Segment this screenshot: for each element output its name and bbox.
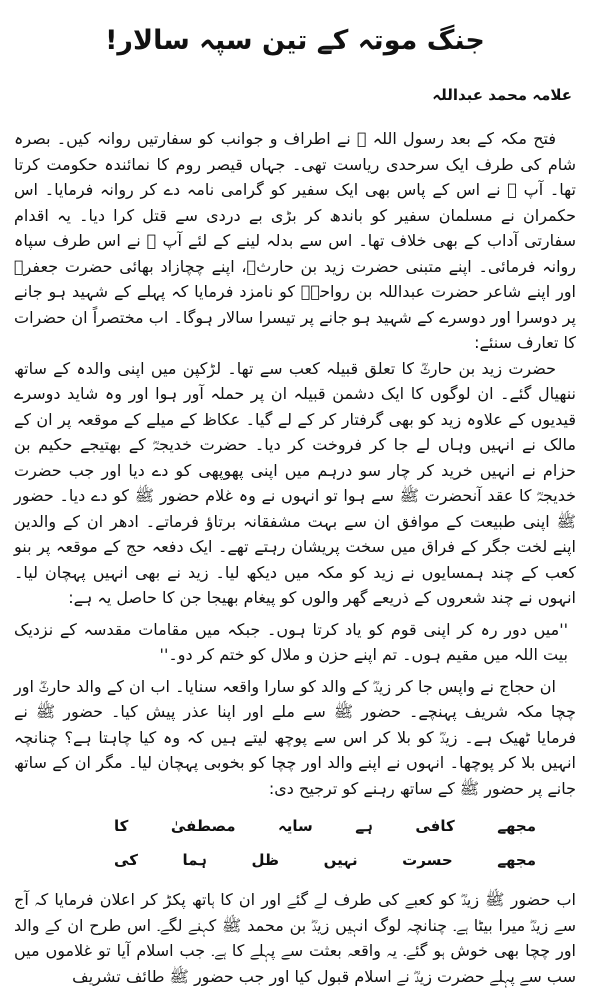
poem-verses [14, 809, 576, 877]
verse-line [14, 809, 576, 843]
paragraph: ان حجاج نے واپس جا کر زیدؓ کے والد کو سارا واقعہ سنایا۔ اب ان کے والد حارثؓ اور چچا مکہ شریف پہنچے۔ حضور ﷺ سے ملے اور اپنا عذر پیش کیا۔ حضور ﷺ نے فرمایا ٹھیک ہے۔ زیدؓ کو بلا کر اس سے پوچھ لیتے ہیں کہ وہ کیا چاہتا ہے؟ چنانچہ انہیں بلا کر پوچھا۔ انہوں نے اپنے والد اور چچا کو بخوبی پہچان لیا۔ مگر ان کے ساتھ جانے پر حضور ﷺ کے ساتھ رہنے کو ترجیح دی: [14, 676, 576, 798]
author-name: علامہ محمد عبداللہ [432, 86, 572, 104]
paragraph: حضرت زید بن حارثؓ کا تعلق قبیلہ کعب سے تھا۔ لڑکپن میں اپنی والدہ کے ساتھ ننھیال گئے۔ ان لوگوں کا ایک دشمن قبیلہ ان پر حملہ آور ہوا اور وہ شاید دوسرے قیدیوں کے علاوہ زید کو بھی گرفتار کر کے لے گیا۔ عکاظ کے میلے کے موقعہ پر ان کے مالک نے انہیں وہاں لے جا کر فروخت کر دیا۔ حضرت خدیجہؓ کے بھتیجے حکیم بن حزام نے انہیں خرید کر چار سو درہم میں اپنی پھوپھی کو دے دیا اور جب حضرت خدیجہؓ کا عقد آنحضرت ﷺ سے ہوا تو انہوں نے وہ غلام حضور ﷺ کو دے دیا۔ حضور ﷺ اپنی طبیعت کے موافق ان سے بہت مشفقانہ برتاؤ فرماتے۔ ادھر ان کے والدین اپنے لخت جگر کے فراق میں سخت پریشان رہتے تھے۔ ایک دفعہ حج کے موقعہ پر بنو کعب کے چند ہمسایوں نے زید کو مکہ میں دیکھ لیا۔ زید نے بھی انہیں پہچان لیا۔ انہوں نے چند شعروں کے ذریعے گھر والوں کو پیغام بھیجا جن کا حاصل یہ ہے: [14, 358, 576, 607]
verse-word: سایہ [278, 817, 313, 835]
verse-word: حسرت [402, 851, 453, 869]
paragraph: اب حضور ﷺ زیدؓ کو کعبے کی طرف لے گئے اور ان کا ہاتھ پکڑ کر اعلان فرمایا کہ آج سے زیدؓ میرا بیٹا ہے۔ چنانچہ لوگ انہیں زیدؓ بن محمد ﷺ کہنے لگے۔ اس طرح ان کے والد اور چچا بھی خوش ہو گئے۔ یہ واقعہ بعثت سے پہلے کا ہے۔ جب اسلام آیا تو غلاموں میں سب سے پہلے حضرت زیدؓ نے اسلام قبول کیا اور جب حضور ﷺ طائف تشریف [14, 890, 576, 986]
verse-word: کا [114, 817, 129, 835]
verse-word: نہیں [323, 851, 358, 869]
verse-word: مجھے [497, 851, 536, 869]
verse-line [14, 843, 576, 877]
article-body [14, 126, 576, 989]
paragraph: فتح مکہ کے بعد رسول اللہ ﷺ نے اطراف و جوانب کو سفارتیں روانہ کیں۔ بصرہ شام کی طرف ایک سرحدی ریاست تھی۔ جہاں قیصر روم کا نمائندہ حکومت کرتا تھا۔ آپ ﷺ نے اس کے پاس بھی ایک سفیر کو گرامی نامہ دے کر روانہ فرمایا۔ اس حکمران نے مسلمان سفیر کو باندھ کر بڑی بے دردی سے قتل کرا دیا۔ یہ اقدام سفارتی آداب کے بھی خلاف تھا۔ اس سے بدلہ لینے کے لئے آپ ﷺ نے اس طرف سپاہ روانہ فرمائی۔ اپنے متبنی حضرت زید بن حارثؓ، اپنے چچازاد بھائی حضرت جعفرؓ اور اپنے شاعر حضرت عبداللہ بن رواحہؓ کو نامزد فرمایا کہ پہلے کے شہید ہو جانے پر دوسرا اور دوسرے کے شہید ہو جانے پر تیسرا سالار ہوگا۔ اب مختصراً ان حضرات کا تعارف سنئے: [14, 129, 576, 352]
verse-word: ہما [182, 851, 207, 869]
verse-word: ظل [251, 851, 280, 869]
verse-word: کی [114, 851, 138, 869]
verse-word: کافی [415, 817, 455, 835]
verse-word: مصطفیٰ [170, 817, 236, 835]
verse-word: ہے [355, 817, 373, 835]
verse-word: مجھے [497, 817, 536, 835]
article-title: جنگ موتہ کے تین سپہ سالار! [105, 25, 485, 56]
quoted-verse-translation: ''میں دور رہ کر اپنی قوم کو یاد کرتا ہوں۔ جبکہ میں مقامات مقدسہ کے نزدیک بیت اللہ میں مقیم ہوں۔ تم اپنے حزن و ملال کو ختم کر دو۔'' [14, 619, 568, 664]
article-page [0, 14, 590, 986]
